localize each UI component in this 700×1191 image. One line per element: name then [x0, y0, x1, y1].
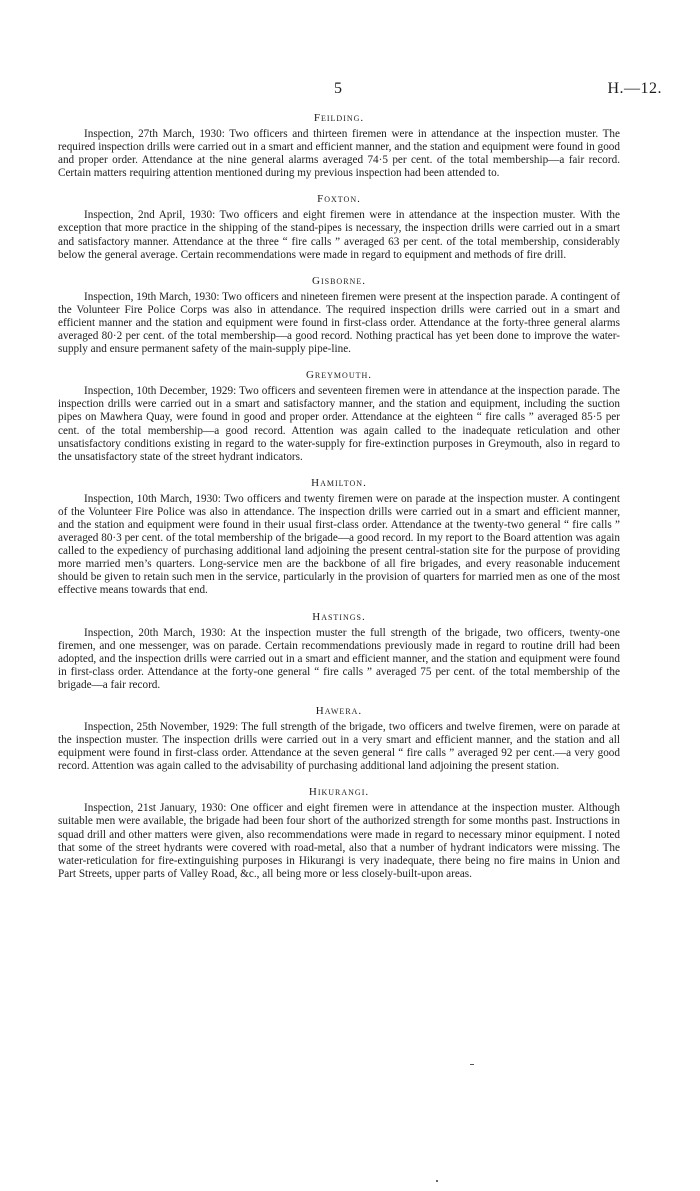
section-paragraph: Inspection, 25th November, 1929: The full strength of the brigade, two officers and twelve firemen, were on parade at the inspection muster. The inspection drills were carried out in a very smart and efficient manner, and the station and all equipment were found in first-class order. Attendance at the seven general “ fire calls ” averaged 92 per cent.—a very good record. Attention was again called to the advisability of purchasing additional land adjoining the present station.	[58, 721, 620, 773]
section-heading: Hamilton.	[311, 476, 367, 489]
section-heading: Gisborne.	[312, 274, 366, 287]
section-paragraph: Inspection, 21st January, 1930: One officer and eight firemen were in attendance at the inspection muster. Although suitable men were available, the brigade had been four short of the authorized strength for some months past. Instructions in squad drill and other matters were given, also recommendations were made in regard to necessary minor equipment. I noted that some of the street hydrants were covered with road-metal, also that a number of hydrant indicators were missing. The water-reticulation for fire-extinguishing purposes in Hikurangi is very inadequate, there being no fire mains in Union and Part Streets, upper parts of Valley Road, &c., all being more or less closely-built-upon areas.	[58, 802, 620, 880]
section-heading: Greymouth.	[305, 369, 373, 382]
section-paragraph: Inspection, 10th December, 1929: Two officers and seventeen firemen were in attendance at the inspection parade. The inspection drills were carried out in a smart and satisfactory manner, and the station and equipment, including the suction pipes on Mawhera Quay, were found in good and proper order. Attendance at the eighteen “ fire calls ” averaged 85·5 per cent. of the total membership—a good record. Attention was again called to the inadequate reticulation and other unsatisfactory conditions existing in regard to the water-supply for fire-extinction purposes in Greymouth, also in regard to the unsatisfactory state of the street hydrant indicators.	[58, 385, 620, 463]
section-paragraph: Inspection, 10th March, 1930: Two officers and twenty firemen were on parade at the inspection muster. A contingent of the Volunteer Fire Police was also in attendance. The inspection drills were carried out in a smart and efficient manner, and the station and equipment were found in their usual first-class order. Attendance at the twenty-two general “ fire calls ” averaged 80·3 per cent. of the total membership of the brigade—a good record. In my report to the Board attention was again called to the expediency of purchasing additional land adjoining the present central-station site for the purpose of providing more married men’s quarters. Long-service men are the backbone of all fire brigades, and every reasonable inducement should be given to retain such men in the service, particularly in the provision of quarters for married men as one of the most effective means towards that end.	[58, 492, 620, 597]
section-paragraph: Inspection, 20th March, 1930: At the inspection muster the full strength of the brigade, two officers, twenty-one firemen, and one messenger, was on parade. Certain recommendations previously made in regard to routine drill had been adopted, and the inspection drills were carried out in a smart and efficient manner, and the station and equipment were found in first-class order. Attendance at the forty-one general “ fire calls ” averaged 75 per cent. of the total membership of the brigade—a fair record.	[58, 626, 620, 691]
section-paragraph: Inspection, 27th March, 1930: Two officers and thirteen firemen were in attendance at the inspection muster. The required inspection drills were carried out in a smart and efficient manner, and the station and equipment were found in good and proper order. Attendance at the nine general alarms averaged 74·5 per cent. of the total membership—a fair record. Certain matters requiring attention mentioned during my previous inspection had been attended to.	[58, 128, 620, 180]
section-hastings	[58, 611, 620, 692]
document-reference: H.—12.	[607, 80, 662, 97]
section-hamilton	[58, 477, 620, 598]
section-paragraph: Inspection, 2nd April, 1930: Two officers and eight firemen were in attendance at the inspection muster. With the exception that more practice in the shipping of the stand-pipes is necessary, the inspection drills were carried out in a smart and satisfactory manner. Attendance at the three “ fire calls ” averaged 63 per cent. of the total membership, considerably below the general average. Certain recommendations were made in regard to equipment and methods of fire drill.	[58, 209, 620, 261]
page-number: 5	[334, 80, 343, 97]
section-heading: Hikurangi.	[308, 786, 370, 799]
report-body	[58, 112, 620, 894]
section-paragraph: Inspection, 19th March, 1930: Two officers and nineteen firemen were present at the inspection parade. A contingent of the Volunteer Fire Police Corps was also in attendance. The required inspection drills were carried out in a smart and efficient manner and the station and equipment were found in first-class order. Attendance at the forty-three general alarms averaged 80·2 per cent. of the total membership—a good record. Nothing practical has yet been done to improve the water-supply and ensure permanent safety of the main-supply pipe-line.	[58, 290, 620, 356]
section-greymouth	[58, 369, 620, 464]
print-speck	[470, 1064, 474, 1065]
section-heading: Feilding.	[313, 112, 365, 124]
section-heading: Foxton.	[317, 193, 361, 206]
section-hikurangi	[58, 786, 620, 881]
section-heading: Hastings.	[312, 610, 366, 623]
section-gisborne	[58, 275, 620, 356]
section-heading: Hawera.	[315, 705, 363, 717]
section-feilding	[58, 112, 620, 180]
section-hawera	[58, 705, 620, 773]
section-foxton	[58, 193, 620, 261]
print-speck	[436, 1180, 438, 1182]
